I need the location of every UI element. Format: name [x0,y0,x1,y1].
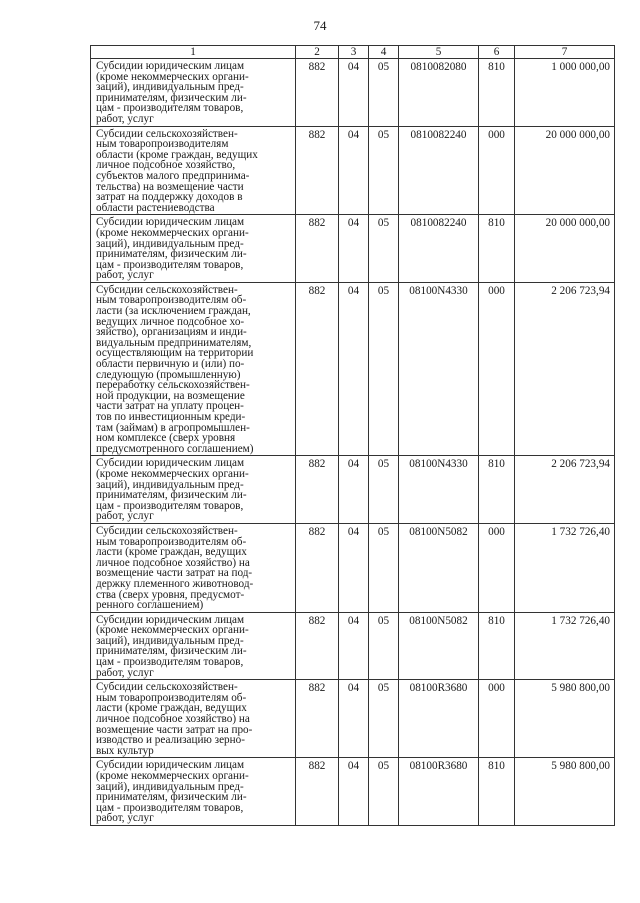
expense-type-cell: 810 [479,758,515,826]
description-line: ства (сверх уровня, предусмот- [96,588,245,601]
description-line: части затрат на уплату процен- [96,400,244,413]
description-line: Субсидии сельскохозяйствен- [96,283,238,296]
target-article-cell: 08100R3680 [399,758,479,826]
admin-code-cell: 882 [296,126,339,215]
expense-type-cell: 000 [479,523,515,612]
section-code-cell: 04 [339,523,369,612]
expense-type-cell: 000 [479,680,515,758]
column-header: 2 [296,46,339,59]
description-line: работ, услуг [96,269,154,282]
table-row [91,456,615,524]
section-code-cell: 04 [339,126,369,215]
row-description [91,523,296,612]
description-line: Субсидии юридическим лицам [96,216,245,229]
description-line: цам - производителям товаров, [96,499,244,512]
description-line: изводство и реализацию зерно- [96,734,245,747]
amount-cell: 1 000 000,00 [515,59,615,127]
amount-cell: 20 000 000,00 [515,126,615,215]
section-code-cell: 04 [339,680,369,758]
description-line: Субсидии сельскохозяйствен- [96,524,238,537]
description-line: работ, услуг [96,510,154,523]
description-line: ным товаропроизводителям об- [96,535,247,548]
row-description [91,59,296,127]
subsection-code-cell: 05 [369,59,399,127]
target-article-cell: 0810082080 [399,59,479,127]
description-line: ведущих личное подсобное хо- [96,315,245,328]
description-line: заций), индивидуальным пред- [96,237,244,250]
section-code-cell: 04 [339,282,369,456]
description-line: принимателям, физическим ли- [96,91,247,104]
column-header: 7 [515,46,615,59]
table-row [91,126,615,215]
budget-table [90,45,615,826]
description-line: (кроме некоммерческих органи- [96,624,249,637]
admin-code-cell: 882 [296,758,339,826]
description-line: вых культур [96,744,154,757]
amount-cell: 20 000 000,00 [515,215,615,283]
description-line: возмещение части затрат на под- [96,567,253,580]
header-row [91,46,615,59]
subsection-code-cell: 05 [369,680,399,758]
column-header: 4 [369,46,399,59]
description-line: тельства) на возмещение части [96,180,244,193]
description-line: цам - производителям товаров, [96,656,244,669]
table-row [91,758,615,826]
description-line: держку племенного животновод- [96,577,254,590]
admin-code-cell: 882 [296,215,339,283]
row-description [91,282,296,456]
amount-cell: 5 980 800,00 [515,758,615,826]
admin-code-cell: 882 [296,612,339,680]
description-line: Субсидии юридическим лицам [96,60,245,72]
description-line: переработку сельскохозяйствен- [96,379,250,392]
description-line: ным товаропроизводителям об- [96,294,247,307]
description-line: области (кроме граждан, ведущих [96,148,258,161]
expense-type-cell: 000 [479,126,515,215]
table-row [91,680,615,758]
description-line: возмещение части затрат на про- [96,723,253,736]
description-line: цам - производителям товаров, [96,258,244,271]
description-line: области первичную и (или) по- [96,358,245,371]
column-header: 5 [399,46,479,59]
description-line: ной продукции, на возмещение [96,389,245,402]
description-line: ласти (за исключением граждан, [96,305,251,318]
section-code-cell: 04 [339,612,369,680]
description-line: Субсидии юридическим лицам [96,457,245,470]
description-line: работ, услуг [96,112,154,125]
table-row [91,215,615,283]
target-article-cell: 0810082240 [399,126,479,215]
amount-cell: 1 732 726,40 [515,523,615,612]
expense-type-cell: 000 [479,282,515,456]
description-line: ным товаропроизводителям об- [96,691,247,704]
description-line: заций), индивидуальным пред- [96,634,244,647]
description-line: тов по инвестиционным креди- [96,411,246,423]
amount-cell: 2 206 723,94 [515,456,615,524]
description-line: затрат на поддержку доходов в [96,191,243,204]
table-row [91,612,615,680]
section-code-cell: 04 [339,758,369,826]
amount-cell: 1 732 726,40 [515,612,615,680]
target-article-cell: 08100N4330 [399,282,479,456]
expense-type-cell: 810 [479,59,515,127]
description-line: личное подсобное хозяйство) на [96,713,250,726]
table-row [91,523,615,612]
description-line: заций), индивидуальным пред- [96,780,244,793]
section-code-cell: 04 [339,215,369,283]
description-line: области растениеводства [96,201,215,214]
description-line: Субсидии юридическим лицам [96,613,245,626]
description-line: (кроме некоммерческих органи- [96,770,249,782]
row-description [91,456,296,524]
description-line: (кроме некоммерческих органи- [96,70,249,83]
description-line: принимателям, физическим ли- [96,791,247,804]
admin-code-cell: 882 [296,282,339,456]
description-line: Субсидии сельскохозяйствен- [96,127,238,140]
subsection-code-cell: 05 [369,758,399,826]
description-line: предусмотренного соглашением) [96,442,254,455]
description-line: цам - производителям товаров, [96,801,244,814]
target-article-cell: 0810082240 [399,215,479,283]
expense-type-cell: 810 [479,215,515,283]
description-line: Субсидии юридическим лицам [96,759,245,772]
column-header: 1 [91,46,296,59]
description-line: осуществляющим на территории [96,347,254,360]
admin-code-cell: 882 [296,523,339,612]
description-line: работ, услуг [96,666,154,679]
amount-cell: 2 206 723,94 [515,282,615,456]
subsection-code-cell: 05 [369,215,399,283]
description-line: субъектов малого предпринима- [96,169,250,182]
subsection-code-cell: 05 [369,126,399,215]
table-row [91,59,615,127]
description-line: принимателям, физическим ли- [96,645,247,658]
description-line: видуальным предпринимателям, [96,336,252,349]
row-description [91,680,296,758]
subsection-code-cell: 05 [369,282,399,456]
expense-type-cell: 810 [479,456,515,524]
description-line: следующую (промышленную) [96,368,241,381]
target-article-cell: 08100N5082 [399,523,479,612]
column-header: 3 [339,46,369,59]
target-article-cell: 08100N5082 [399,612,479,680]
column-header: 6 [479,46,515,59]
description-line: Субсидии сельскохозяйствен- [96,681,238,694]
description-line: работ, услуг [96,812,154,825]
description-line: зяйство), организациям и инди- [96,326,247,339]
expense-type-cell: 810 [479,612,515,680]
description-line: ласти (кроме граждан, ведущих [96,546,247,559]
admin-code-cell: 882 [296,456,339,524]
description-line: принимателям, физическим ли- [96,248,247,261]
description-line: личное подсобное хозяйство) на [96,556,250,569]
row-description [91,612,296,680]
description-line: (кроме некоммерческих органи- [96,467,249,480]
description-line: (кроме некоммерческих органи- [96,226,249,239]
admin-code-cell: 882 [296,59,339,127]
section-code-cell: 04 [339,456,369,524]
section-code-cell: 04 [339,59,369,127]
admin-code-cell: 882 [296,680,339,758]
subsection-code-cell: 05 [369,456,399,524]
description-line: ласти (кроме граждан, ведущих [96,702,247,715]
description-line: заций), индивидуальным пред- [96,81,244,94]
description-line: там (займам) в агропромышлен- [96,421,250,434]
description-line: цам - производителям товаров, [96,102,244,115]
subsection-code-cell: 05 [369,612,399,680]
table-row [91,282,615,456]
row-description [91,215,296,283]
target-article-cell: 08100R3680 [399,680,479,758]
description-line: ном комплексе (сверх уровня [96,432,236,445]
subsection-code-cell: 05 [369,523,399,612]
description-line: ренного соглашением) [96,599,204,612]
row-description [91,758,296,826]
target-article-cell: 08100N4330 [399,456,479,524]
amount-cell: 5 980 800,00 [515,680,615,758]
page-number: 74 [313,18,327,33]
description-line: заций), индивидуальным пред- [96,478,244,491]
description-line: личное подсобное хозяйство, [96,159,236,172]
description-line: принимателям, физическим ли- [96,489,247,502]
description-line: ным товаропроизводителям [96,138,229,151]
row-description [91,126,296,215]
